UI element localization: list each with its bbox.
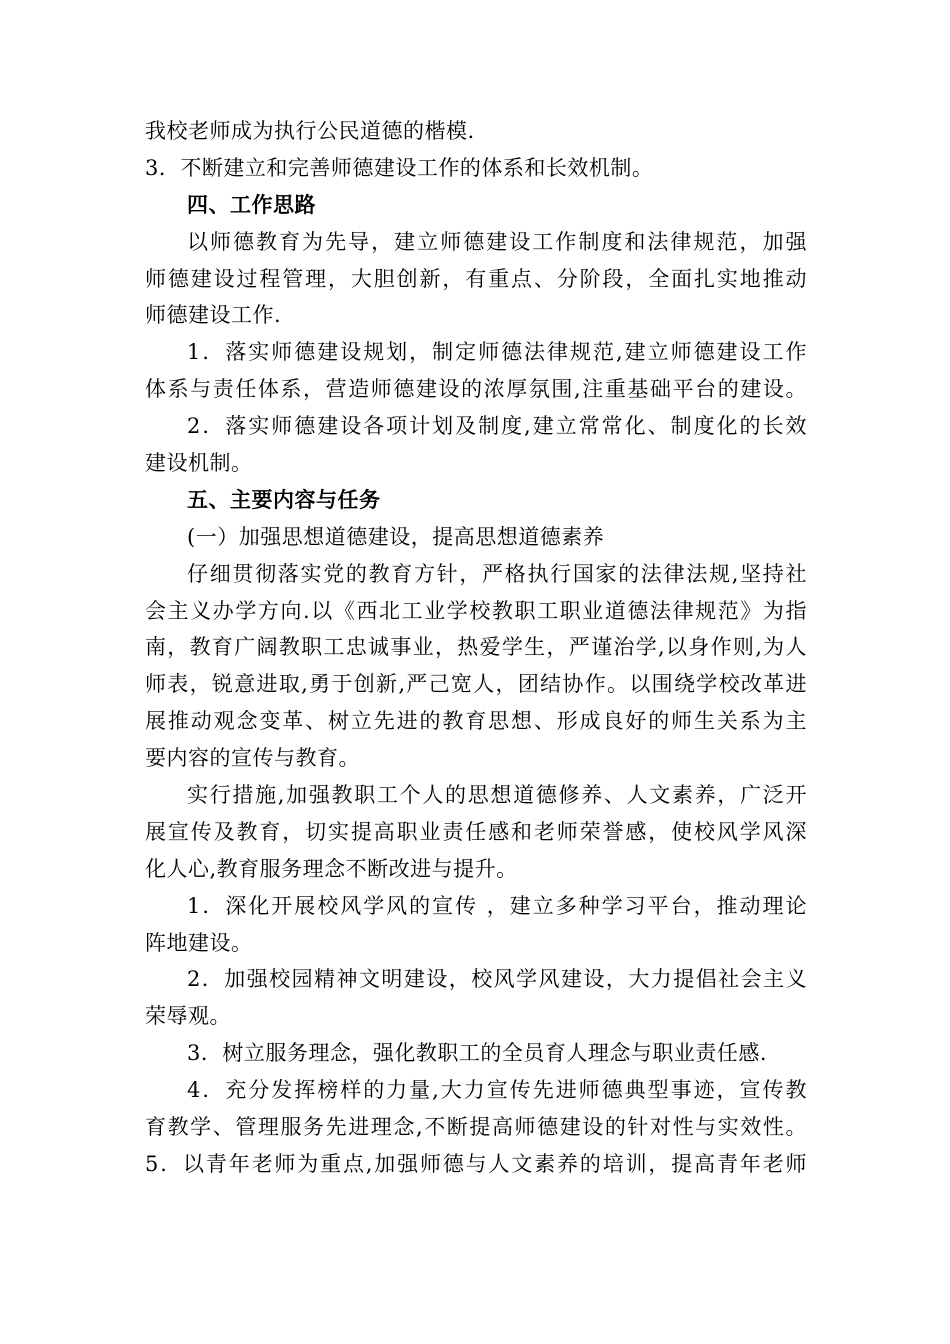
text-line: 我校老师成为执行公民道德的楷模. xyxy=(145,119,475,143)
list-item: 1．落实师德建设规划，制定师德法律规范,建立师德建设工作 xyxy=(187,340,807,365)
text-line: 展宣传及教育，切实提高职业责任感和老师荣誉感，使校风学风深 xyxy=(145,819,807,844)
text-line: 体系与责任体系，营造师德建设的浓厚氛围,注重基础平台的建设。 xyxy=(145,377,807,402)
text-line: 要内容的宣传与教育。 xyxy=(145,746,360,771)
text-line: 建设机制。 xyxy=(145,451,253,476)
text-line: 以师德教育为先导，建立师德建设工作制度和法律规范，加强 xyxy=(187,229,807,254)
text-line: 化人心,教育服务理念不断改进与提升。 xyxy=(145,856,518,881)
text-line: 南，教育广阔教职工忠诚事业，热爱学生，严谨治学,以身作则,为人 xyxy=(145,635,807,660)
list-item: 2．加强校园精神文明建设，校风学风建设，大力提倡社会主义 xyxy=(187,967,807,992)
text-line: 会主义办学方向.以《西北工业学校教职工职业道德法律规范》为指 xyxy=(145,598,807,623)
text-line: 展推动观念变革、树立先进的教育思想、形成良好的师生关系为主 xyxy=(145,709,807,734)
text-line: 阵地建设。 xyxy=(145,930,253,955)
text-line: 师德建设过程管理，大胆创新，有重点、分阶段，全面扎实地推动 xyxy=(145,266,807,291)
text-line: 师表，锐意进取,勇于创新,严己宽人，团结协作。以围绕学校改革进 xyxy=(145,672,807,697)
text-line: 育教学、管理服务先进理念,不断提高师德建设的针对性与实效性。 xyxy=(145,1115,807,1140)
text-line: 荣辱观。 xyxy=(145,1004,231,1029)
list-item: 4．充分发挥榜样的力量,大力宣传先进师德典型事迹，宣传教 xyxy=(187,1078,807,1103)
section-heading: 四、工作思路 xyxy=(187,192,316,217)
list-item: 5．以青年老师为重点,加强师德与人文素养的培训，提高青年老师 xyxy=(145,1151,807,1176)
section-heading: 五、主要内容与任务 xyxy=(187,487,381,512)
document-body xyxy=(145,113,807,1183)
subsection-heading: (一）加强思想道德建设，提高思想道德素养 xyxy=(187,524,605,549)
list-item: 2．落实师德建设各项计划及制度,建立常常化、制度化的长效 xyxy=(187,414,807,439)
list-item: 1．深化开展校风学风的宣传 ，建立多种学习平台，推动理论 xyxy=(187,893,807,918)
list-item: 3．树立服务理念，强化教职工的全员育人理念与职业责任感. xyxy=(187,1041,768,1066)
list-item: 3．不断建立和完善师德建设工作的体系和长效机制。 xyxy=(145,155,654,180)
text-line: 仔细贯彻落实党的教育方针，严格执行国家的法律法规,坚持社 xyxy=(187,561,807,586)
text-line: 实行措施,加强教职工个人的思想道德修养、人文素养，广泛开 xyxy=(187,783,807,808)
text-line: 师德建设工作. xyxy=(145,303,282,328)
